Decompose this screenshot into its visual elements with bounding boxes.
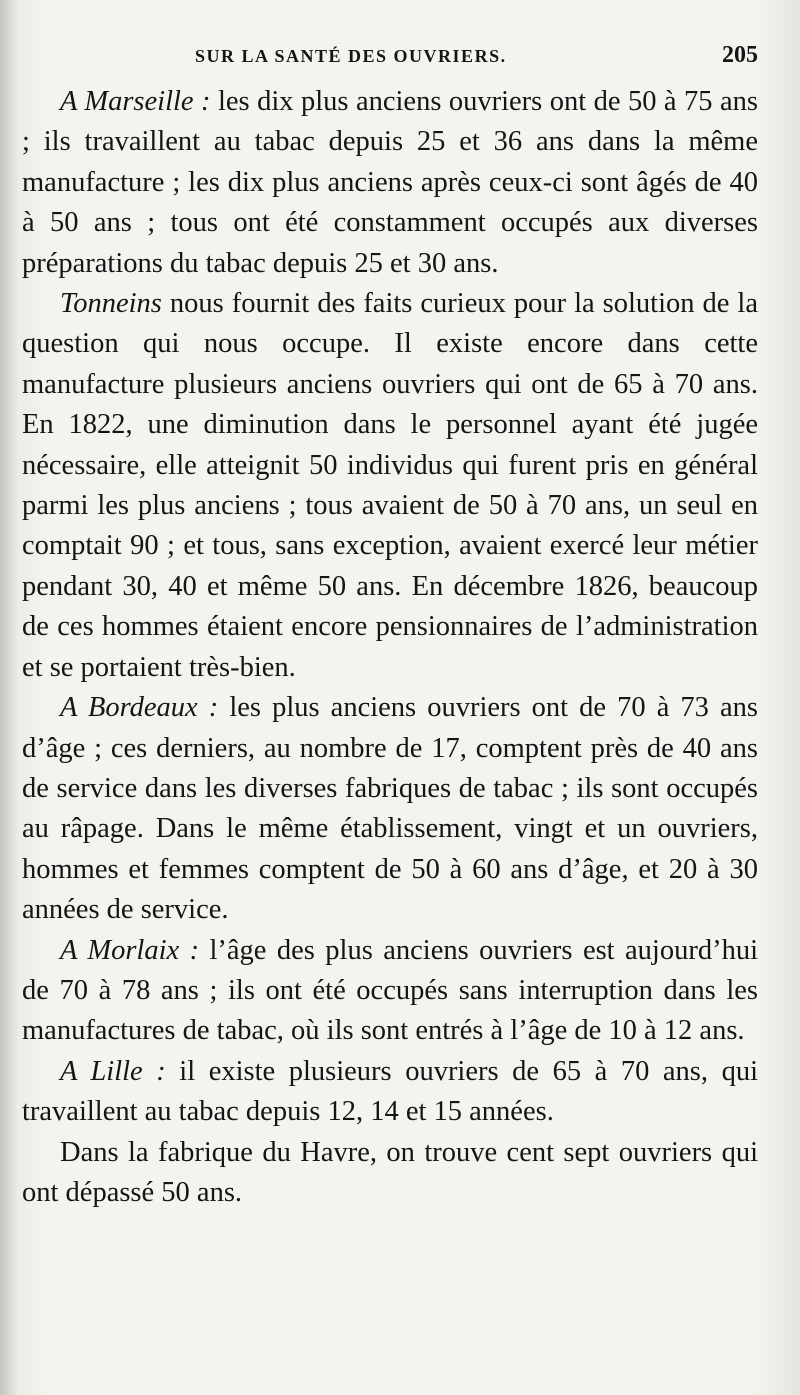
- paragraph-morlaix: [22, 931, 758, 1052]
- paragraph-tonneins-text: nous fournit des faits curieux pour la solution de la question qui nous occupe. Il existe encore dans cette manufacture plusieurs anciens ouvriers qui ont de 65 à 70 ans. En 1822, une diminution dans le personnel ayant été jugée nécessaire, elle atteignit 50 individus qui furent pris en général parmi les plus anciens ; tous avaient de 50 à 70 ans, un seul en comptait 90 ; et tous, sans exception, avaient exercé leur métier pendant 30, 40 et même 50 ans. En décembre 1826, beaucoup de ces hommes étaient encore pensionnaires de l’administration et se portaient très-bien.: [22, 288, 758, 683]
- place-bordeaux: A Bordeaux :: [60, 692, 219, 724]
- paragraph-bordeaux-text: les plus anciens ouvriers ont de 70 à 73 ans d’âge ; ces derniers, au nombre de 17, comptent près de 40 ans de service dans les diverses fabriques de tabac ; ils sont occupés au râpage. Dans le même établissement, vingt et un ouvriers, hommes et femmes comptent de 50 à 60 ans d’âge, et 20 à 30 années de service.: [22, 692, 758, 926]
- paragraph-marseille: [22, 82, 758, 284]
- place-marseille: A Marseille :: [60, 86, 211, 117]
- paragraph-marseille-text: les dix plus anciens ouvriers ont de 50 à 75 ans ; ils travaillent au tabac depuis 25 et 36 ans dans la même manufacture ; les dix plus anciens après ceux-ci sont âgés de 40 à 50 ans ; tous ont été constamment occupés aux diverses préparations du tabac depuis 25 et 30 ans.: [22, 86, 758, 279]
- paragraph-havre-text: Dans la fabrique du Havre, on trouve cent sept ouvriers qui ont dépassé 50 ans.: [22, 1136, 758, 1208]
- paragraph-lille: [22, 1052, 758, 1133]
- paragraph-tonneins: [22, 284, 758, 688]
- place-lille: A Lille :: [60, 1055, 166, 1087]
- paragraph-morlaix-text: l’âge des plus anciens ouvriers est aujourd’hui de 70 à 78 ans ; ils ont été occupés sans interruption dans les manufactures de tabac, où ils sont entrés à l’âge de 10 à 12 ans.: [22, 934, 758, 1047]
- paragraph-havre: [22, 1133, 758, 1214]
- paragraph-lille-text: il existe plusieurs ouvriers de 65 à 70 ans, qui travaillent au tabac depuis 12, 14 et 15 années.: [22, 1055, 758, 1128]
- page-number: 205: [722, 42, 758, 68]
- running-head: [195, 42, 758, 78]
- paragraph-bordeaux: [22, 688, 758, 930]
- place-tonneins: Tonneins: [60, 288, 162, 320]
- place-morlaix: A Morlaix :: [60, 934, 200, 966]
- body-text: [22, 82, 758, 1213]
- page-gutter-shadow: [0, 0, 18, 1395]
- running-title: SUR LA SANTÉ DES OUVRIERS.: [195, 46, 507, 66]
